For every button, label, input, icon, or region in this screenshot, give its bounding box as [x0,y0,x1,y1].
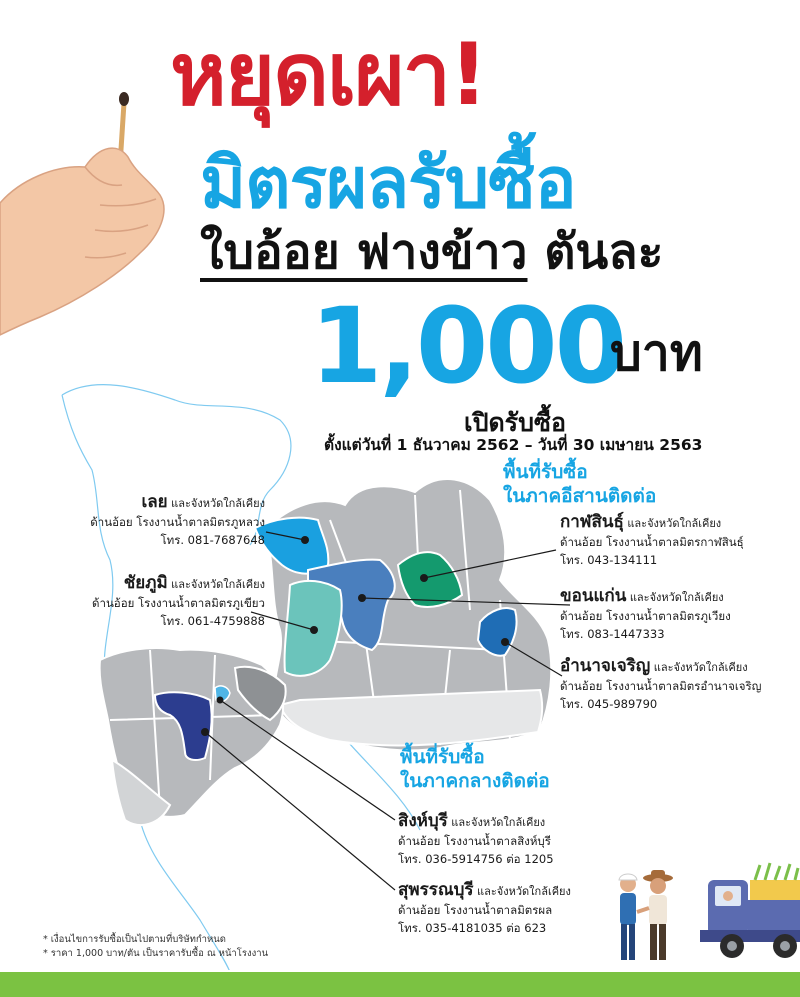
headline-items-underlined: ใบอ้อย ฟางข้าว [200,224,528,280]
contact-phone: โทร. 081-7687648 [160,533,265,547]
contact-suffix: และจังหวัดใกล้เคียง [626,591,724,604]
footnote-price: * ราคา 1,000 บาท/ตัน เป็นราคารับซื้อ ณ หน้าโรงงาน [43,948,269,959]
contact-suffix: และจังหวัดใกล้เคียง [167,578,265,591]
contact-factory: ด้านอ้อย โรงงานน้ำตาลมิตรภูเขียว [92,596,265,610]
farmer-blue-icon [619,874,637,960]
contact-name: ขอนแก่น [560,586,627,606]
contact-phone: โทร. 035-4181035 ต่อ 623 [398,921,547,935]
contact-amnatcharoen [560,657,795,713]
contact-factory: ด้านอ้อย โรงงานน้ำตาลมิตรกาฬสินธุ์ [560,535,744,549]
contact-name: ชัยภูมิ [123,573,168,593]
grass-strip [0,972,800,997]
area-northeast-line2: ในภาคอีสานติดต่อ [503,485,657,507]
hand-with-matchstick-illustration [0,85,175,340]
contact-factory: ด้านอ้อย โรงงานน้ำตาลมิตรผล [398,903,553,917]
province-loei [255,518,328,574]
area-central-line2: ในภาคกลางติดต่อ [400,770,550,792]
hand-icon [0,148,164,335]
contact-chaiyaphum [10,574,265,630]
contact-phone: โทร. 083-1447333 [560,627,665,641]
contact-suffix: และจังหวัดใกล้เคียง [167,497,265,510]
contact-factory: ด้านอ้อย โรงงานน้ำตาลมิตรภูเวียง [560,609,731,623]
contact-factory: ด้านอ้อย โรงงานน้ำตาลสิงห์บุรี [398,834,551,848]
contact-kalasin [560,513,795,569]
headline-items [200,222,740,282]
contact-loei [10,493,265,549]
contact-phone: โทร. 036-5914756 ต่อ 1205 [398,852,554,866]
area-heading-northeast [503,460,783,508]
headline-price: 1,000 [310,285,624,407]
headline-currency: บาท [610,324,703,382]
contact-name: อำนาจเจริญ [560,656,651,676]
contact-singburi [398,812,618,868]
farmers-truck-illustration [600,860,800,975]
headline-per-ton: ตันละ [527,224,664,280]
contact-name: สิงห์บุรี [398,811,448,831]
contact-factory: ด้านอ้อย โรงงานน้ำตาลมิตรอำนาจเจริญ [560,679,762,693]
contact-suffix: และจังหวัดใกล้เคียง [623,517,722,530]
contact-phone: โทร. 061-4759888 [160,614,265,628]
contact-khonkaen [560,587,795,643]
headline-mitr-phol-buys: มิตรผลรับซื้อ [200,142,576,224]
footnotes [43,933,268,961]
contact-suphanburi [398,881,618,937]
contact-phone: โทร. 043-134111 [560,553,658,567]
contact-suffix: และจังหวัดใกล้เคียง [473,885,571,898]
headline-stop-burning: หยุดเผา! [170,25,487,125]
period-text: ตั้งแต่วันที่ 1 ธันวาคม 2562 – วันที่ 30 เมษายน 2563 [324,436,703,454]
contact-name: กาฬสินธุ์ [560,512,624,532]
contact-phone: โทร. 045-989790 [560,697,658,711]
open-label: เปิดรับซื้อ [464,408,566,437]
contact-name: สุพรรณบุรี [398,880,474,900]
area-northeast-line1: พื้นที่รับซื้อ [503,461,588,483]
truck-icon [700,863,800,958]
farmer-hat-icon [637,870,673,960]
contact-suffix: และจังหวัดใกล้เคียง [650,661,748,674]
area-central-line1: พื้นที่รับซื้อ [400,746,485,768]
contact-factory: ด้านอ้อย โรงงานน้ำตาลมิตรภูหลวง [90,515,265,529]
contact-suffix: และจังหวัดใกล้เคียง [447,816,546,829]
area-heading-central [400,745,640,793]
footnote-conditions: * เงื่อนไขการรับซื้อเป็นไปตามที่บริษัทกำหนด [43,934,226,945]
contact-name: เลย [141,492,168,512]
